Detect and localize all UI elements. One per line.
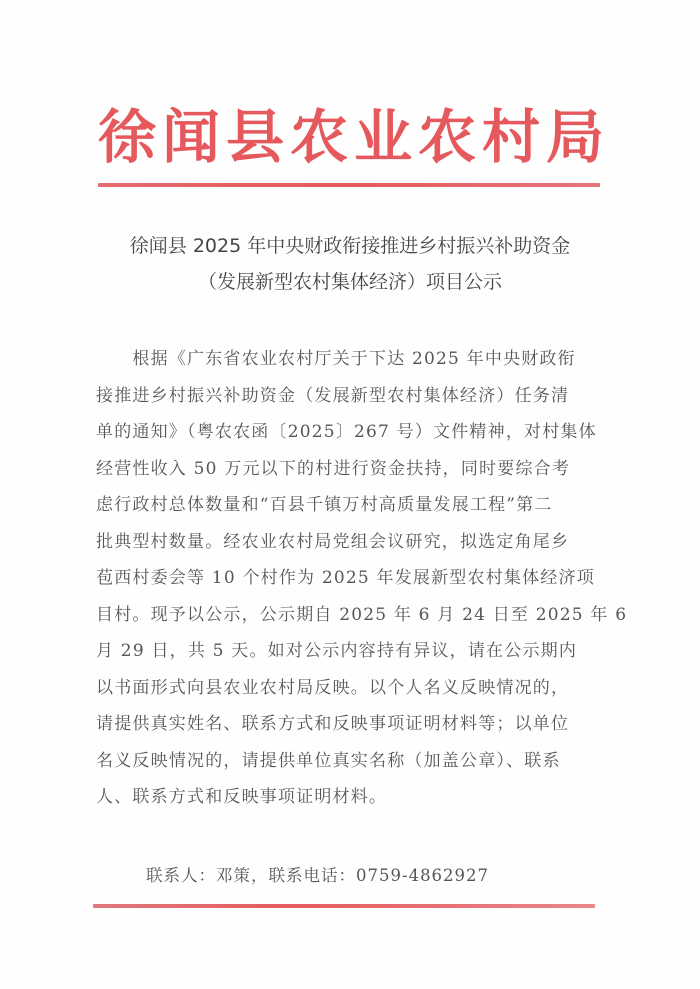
document-title <box>90 228 610 300</box>
body-line: 批典型村数量。经农业农村局党组会议研究，拟选定角尾乡 <box>96 531 570 552</box>
body-line: 目村。现予以公示，公示期自 2025 年 6 月 24 日至 2025 年 6 <box>96 604 628 625</box>
masthead-char: 农 <box>289 103 348 171</box>
body-paragraph <box>96 341 628 816</box>
masthead-char: 村 <box>481 103 540 171</box>
footer-divider-rule <box>93 904 595 908</box>
body-line: 经营性收入 50 万元以下的村进行资金扶持，同时要综合考 <box>96 458 571 479</box>
title-line: 徐闻县 2025 年中央财政衔接推进乡村振兴补助资金 <box>129 235 571 257</box>
masthead-divider-rule <box>98 183 600 187</box>
masthead-char: 县 <box>225 103 284 171</box>
body-line: 人、联系方式和反映事项证明材料。 <box>96 787 388 807</box>
masthead-char: 农 <box>417 103 476 171</box>
body-line: 虑行政村总体数量和“百县千镇万村高质量发展工程”第二 <box>96 495 553 515</box>
body-line: 单的通知》（粤农农函〔2025〕267 号）文件精神，对村集体 <box>96 422 597 442</box>
body-line: 苞西村委会等 10 个村作为 2025 年发展新型农村集体经济项 <box>96 568 595 588</box>
body-line: 名义反映情况的，请提供单位真实名称（加盖公章）、联系 <box>96 750 561 771</box>
masthead-char: 徐 <box>97 103 156 171</box>
body-line: 接推进乡村振兴补助资金（发展新型农村集体经济）任务清 <box>96 385 570 406</box>
body-line: 请提供真实姓名、联系方式和反映事项证明材料等；以单位 <box>96 714 570 734</box>
body-line: 根据《广东省农业农村厅关于下达 2025 年中央财政衔 <box>96 349 576 369</box>
body-line: 月 29 日，共 5 天。如对公示内容持有异议，请在公示期内 <box>96 641 578 661</box>
title-line: （发展新型农村集体经济）项目公示 <box>197 271 502 293</box>
masthead-char: 局 <box>545 103 604 171</box>
contact-info: 联系人：邓策，联系电话：0759-4862927 <box>146 866 490 885</box>
body-line: 以书面形式向县农业农村局反映。以个人名义反映情况的， <box>96 677 570 698</box>
masthead-char: 业 <box>353 103 412 171</box>
masthead-char: 闻 <box>161 103 220 171</box>
masthead-title <box>96 92 606 172</box>
